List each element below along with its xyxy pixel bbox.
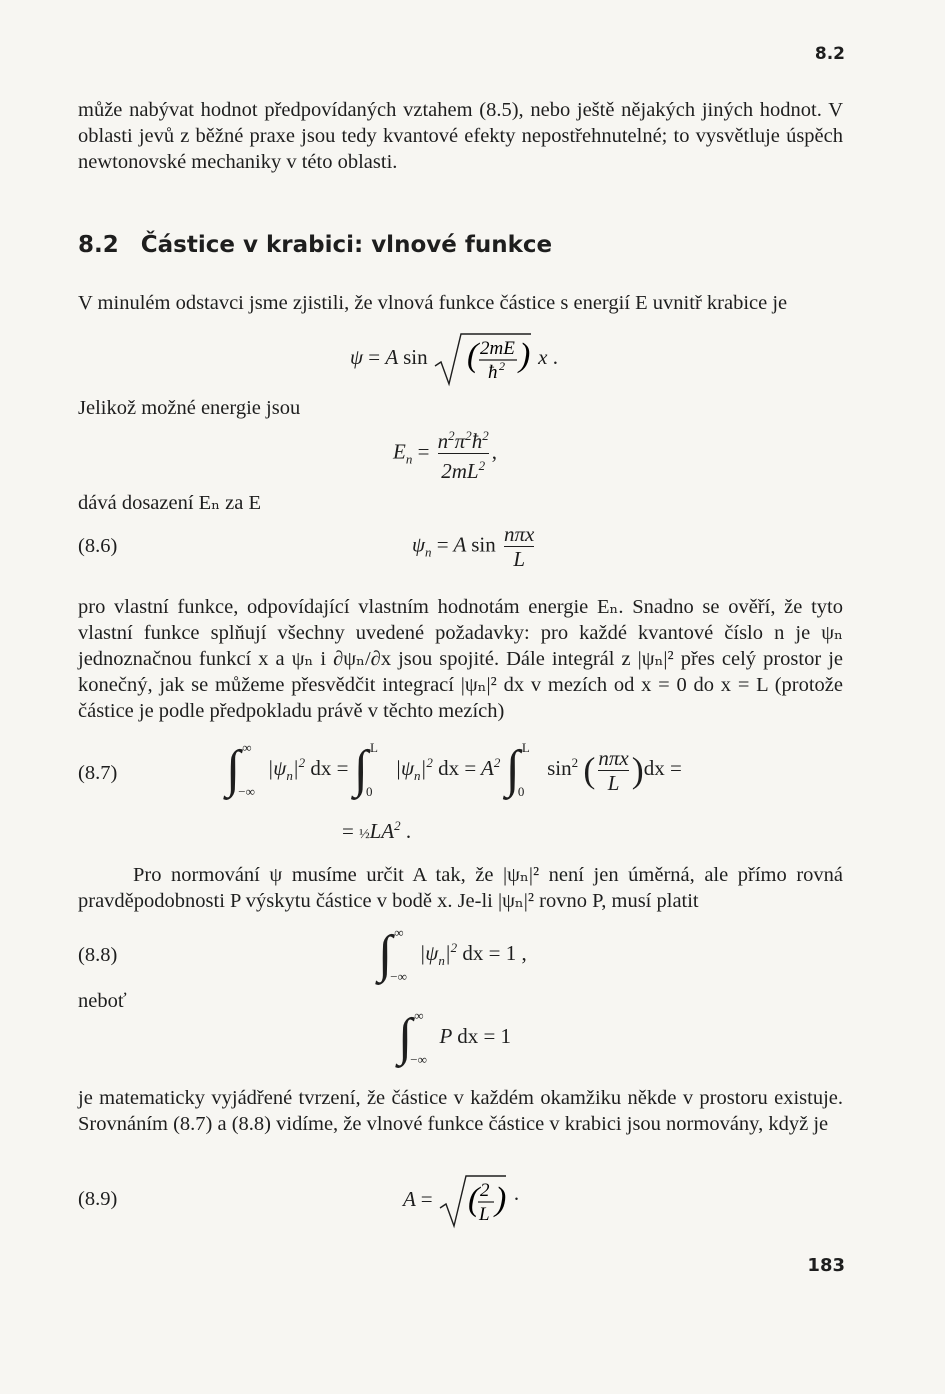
equation-8-9: A = ( 2 L ) · [403,1172,520,1230]
equation-probability: ∫ ∞ −∞ P dx = 1 [398,1008,512,1067]
section-heading [78,232,552,258]
equation-psi: ψ = A sin ( 2mE ħ 2 ) x . [350,330,558,388]
equation-number-8-8: (8.8) [78,944,118,966]
svg-text:): ) [494,1181,507,1218]
svg-text:L: L [478,1204,490,1225]
svg-text:2mE: 2mE [479,338,515,359]
svg-text:2: 2 [498,359,505,373]
paragraph-because: neboť [78,990,127,1012]
equation-number-8-7: (8.7) [78,762,118,784]
equation-8-7-result: = $\frac{1}{2}LA^2$ . [342,818,412,843]
section-title: Částice v krabici: vlnové funkce [140,232,553,258]
equation-8-7: ∫ ∞ −∞ $|\psi_n|^2$ dx = ∫ L 0 $|\psi_n|^2$ dx = $A^2$ ∫ L 0 $\sin^2$ ( $\frac{\text{nπx}}{L}$ )dx = [226,740,682,799]
section-number: 8.2 [78,232,119,258]
equation-8-6: $\psi_n = A$ sin $\frac{\text{nπx}}{L}$ [412,522,535,571]
running-header-section: 8.2 [814,44,845,64]
equation-8-8: ∫ ∞ −∞ $|\psi_n|^2$ dx = 1 , [378,925,527,984]
svg-text:(: ( [467,1181,480,1218]
page-number: 183 [807,1255,845,1276]
paragraph-energies: Jelikož možné energie jsou [78,397,301,419]
svg-text:(: ( [466,337,479,374]
svg-text:): ) [518,337,531,374]
svg-text:2: 2 [479,1180,490,1201]
sqrt-symbol [438,1172,508,1230]
equation-number-8-6: (8.6) [78,535,118,557]
paragraph-substitution: dává dosazení Eₙ za E [78,492,262,514]
paragraph-intro: může nabývat hodnot předpovídaných vztahem (8.5), nebo ještě nějakých jiných hodnot. V oblasti jevů z běžné praxe jsou tedy kvantové efekty nepostřehnutelné; to vysvětluje úspěch newtonovské mechaniky v této oblasti. [78,99,843,173]
paragraph-conclusion: je matematicky vyjádřené tvrzení, že částice v každém okamžiku někde v prostoru existuje. Srovnáním (8.7) a (8.8) vidíme, že vlnové funkce částice v krabici jsou normovány, když je [78,1087,843,1135]
sqrt-symbol [433,330,533,388]
equation-number-8-9: (8.9) [78,1188,118,1210]
equation-energy: $E_n$ = $\frac{n^2\pi^2ħ^2}{2mL^2}$ , [393,428,497,483]
paragraph-wavefunction: V minulém odstavci jsme zjistili, že vlnová funkce částice s energií E uvnitř krabice je [78,292,788,314]
svg-text:ħ: ħ [487,362,498,383]
paragraph-eigenfunctions: pro vlastní funkce, odpovídající vlastním hodnotám energie Eₙ. Snadno se ověří, že tyto vlastní funkce splňují všechny uvedené požadavky: pro každé kvantové číslo n je ψₙ jednoznačnou funkcí x a ψₙ i ∂ψₙ/∂x jsou spojité. Dále integrál z |ψₙ|² přes celý prostor je konečný, jak se můžeme přesvědčit integrací |ψₙ|² dx v mezích od x = 0 do x = L (protože částice je podle předpokladu právě v těchto mezích) [78,596,843,722]
paragraph-normalization: Pro normování ψ musíme určit A tak, že |ψₙ|² není jen úměrná, ale přímo rovná pravděpodobnosti P výskytu částice v bodě x. Je-li |ψₙ|² rovno P, musí platit [78,864,843,912]
